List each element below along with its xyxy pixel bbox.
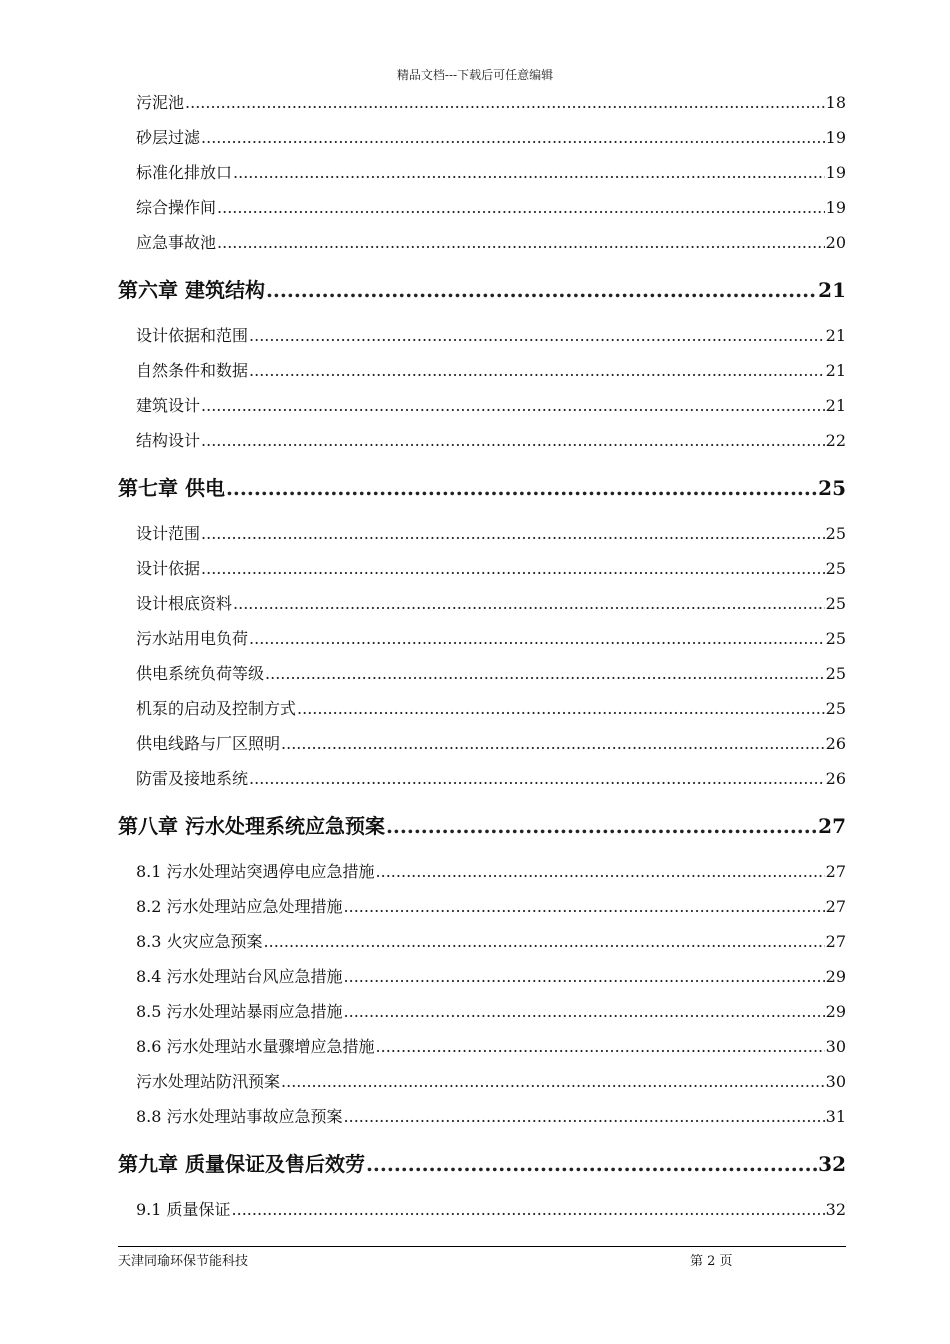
toc-entry-page: 29 [825, 1002, 846, 1021]
toc-dot-leader [201, 519, 825, 549]
toc-chapter-entry[interactable] [118, 267, 846, 315]
toc-entry[interactable] [118, 624, 846, 659]
toc-entry-label: 供电线路与厂区照明 [136, 734, 281, 753]
toc-entry[interactable] [118, 927, 846, 962]
toc-entry-page: 25 [825, 664, 846, 683]
toc-entry-label: 第九章 质量保证及售后效劳 [118, 1152, 365, 1176]
toc-dot-leader [249, 764, 825, 794]
toc-entry-page: 18 [825, 93, 846, 112]
toc-entry-page: 19 [825, 198, 846, 217]
toc-entry-label: 砂层过滤 [136, 128, 201, 147]
toc-entry-label: 综合操作间 [136, 198, 217, 217]
toc-entry[interactable] [118, 997, 846, 1032]
footer-company: 天津同瑜环保节能科技 [118, 1254, 249, 1269]
toc-dot-leader [226, 465, 817, 511]
toc-entry[interactable] [118, 659, 846, 694]
toc-entry-label: 9.1 质量保证 [136, 1200, 231, 1219]
page-header: 精品文档---下载后可任意编辑 [396, 68, 554, 82]
toc-entry-label: 设计根底资料 [136, 594, 233, 613]
toc-chapter-entry[interactable] [118, 465, 846, 513]
toc-entry[interactable] [118, 694, 846, 729]
toc-entry-page: 25 [825, 559, 846, 578]
toc-entry[interactable] [118, 1067, 846, 1102]
toc-entry-page: 27 [825, 932, 846, 951]
toc-dot-leader [376, 857, 825, 887]
toc-dot-leader [249, 356, 825, 386]
toc-entry[interactable] [118, 426, 846, 461]
toc-entry-label: 设计范围 [136, 524, 201, 543]
toc-dot-leader [201, 391, 825, 421]
toc-entry-label: 污水站用电负荷 [136, 629, 249, 648]
toc-entry[interactable] [118, 391, 846, 426]
toc-entry-label: 防雷及接地系统 [136, 769, 249, 788]
toc-entry-page: 25 [825, 699, 846, 718]
toc-dot-leader [281, 729, 825, 759]
toc-dot-leader [386, 803, 817, 849]
toc-entry-label: 供电系统负荷等级 [136, 664, 265, 683]
toc-dot-leader [344, 892, 825, 922]
toc-entry-page: 19 [825, 163, 846, 182]
toc-entry-page: 25 [825, 524, 846, 543]
toc-entry[interactable] [118, 356, 846, 391]
toc-entry-page: 29 [825, 967, 846, 986]
toc-dot-leader [344, 962, 825, 992]
toc-entry-label: 设计依据 [136, 559, 201, 578]
toc-entry-page: 21 [825, 361, 846, 380]
footer-divider [118, 1246, 846, 1247]
toc-entry[interactable] [118, 88, 846, 123]
toc-entry-label: 第六章 建筑结构 [118, 278, 265, 302]
toc-dot-leader [201, 123, 825, 153]
footer-page-number: 第 2 页 [690, 1254, 733, 1269]
toc-dot-leader [232, 1195, 825, 1225]
toc-dot-leader [233, 589, 825, 619]
toc-entry[interactable] [118, 729, 846, 764]
toc-entry[interactable] [118, 554, 846, 589]
table-of-contents [118, 88, 846, 1230]
toc-entry-page: 21 [825, 396, 846, 415]
toc-entry-page: 32 [825, 1200, 846, 1219]
toc-entry-page: 19 [825, 128, 846, 147]
toc-entry-label: 标准化排放口 [136, 163, 233, 182]
toc-entry[interactable] [118, 123, 846, 158]
toc-dot-leader [344, 1102, 825, 1132]
toc-entry-page: 21 [825, 326, 846, 345]
toc-dot-leader [265, 659, 825, 689]
toc-dot-leader [233, 158, 825, 188]
toc-entry-label: 污泥池 [136, 93, 185, 112]
toc-entry[interactable] [118, 857, 846, 892]
toc-dot-leader [217, 228, 825, 258]
toc-entry-label: 应急事故池 [136, 233, 217, 252]
toc-entry-label: 结构设计 [136, 431, 201, 450]
toc-entry-label: 第八章 污水处理系统应急预案 [118, 814, 385, 838]
toc-dot-leader [344, 997, 825, 1027]
toc-entry-page: 25 [818, 476, 846, 500]
toc-entry[interactable] [118, 321, 846, 356]
toc-dot-leader [201, 554, 825, 584]
toc-entry[interactable] [118, 1195, 846, 1230]
toc-entry[interactable] [118, 519, 846, 554]
toc-entry-page: 30 [825, 1072, 846, 1091]
toc-entry-page: 26 [825, 734, 846, 753]
toc-entry-page: 32 [818, 1152, 846, 1176]
toc-entry[interactable] [118, 158, 846, 193]
toc-entry-page: 21 [818, 278, 846, 302]
toc-entry-label: 机泵的启动及控制方式 [136, 699, 297, 718]
toc-entry-page: 27 [825, 897, 846, 916]
toc-entry-page: 25 [825, 629, 846, 648]
toc-entry-page: 31 [825, 1107, 846, 1126]
toc-entry-label: 8.4 污水处理站台风应急措施 [136, 967, 343, 986]
toc-entry-page: 20 [825, 233, 846, 252]
toc-dot-leader [201, 426, 825, 456]
toc-entry[interactable] [118, 1102, 846, 1137]
toc-entry-label: 设计依据和范围 [136, 326, 249, 345]
toc-entry-page: 27 [825, 862, 846, 881]
toc-chapter-entry[interactable] [118, 803, 846, 851]
toc-entry-label: 8.8 污水处理站事故应急预案 [136, 1107, 343, 1126]
toc-entry-label: 第七章 供电 [118, 476, 225, 500]
toc-entry[interactable] [118, 892, 846, 927]
toc-dot-leader [185, 88, 825, 118]
toc-dot-leader [217, 193, 825, 223]
toc-dot-leader [366, 1141, 817, 1187]
toc-entry-label: 污水处理站防汛预案 [136, 1072, 281, 1091]
toc-entry-page: 30 [825, 1037, 846, 1056]
toc-entry-label: 8.6 污水处理站水量骤增应急措施 [136, 1037, 375, 1056]
toc-dot-leader [264, 927, 825, 957]
toc-entry-label: 建筑设计 [136, 396, 201, 415]
toc-dot-leader [266, 267, 817, 313]
toc-entry-label: 8.1 污水处理站突遇停电应急措施 [136, 862, 375, 881]
toc-entry[interactable] [118, 764, 846, 799]
toc-entry[interactable] [118, 589, 846, 624]
toc-dot-leader [376, 1032, 825, 1062]
toc-entry[interactable] [118, 962, 846, 997]
toc-entry-page: 25 [825, 594, 846, 613]
toc-entry[interactable] [118, 228, 846, 263]
toc-entry-page: 22 [825, 431, 846, 450]
toc-entry-label: 8.3 火灾应急预案 [136, 932, 263, 951]
toc-chapter-entry[interactable] [118, 1141, 846, 1189]
toc-entry-label: 8.5 污水处理站暴雨应急措施 [136, 1002, 343, 1021]
toc-entry[interactable] [118, 1032, 846, 1067]
toc-dot-leader [249, 624, 825, 654]
toc-dot-leader [249, 321, 825, 351]
toc-entry-page: 26 [825, 769, 846, 788]
toc-dot-leader [297, 694, 825, 724]
toc-entry[interactable] [118, 193, 846, 228]
toc-dot-leader [281, 1067, 825, 1097]
toc-entry-page: 27 [818, 814, 846, 838]
toc-entry-label: 自然条件和数据 [136, 361, 249, 380]
toc-entry-label: 8.2 污水处理站应急处理措施 [136, 897, 343, 916]
